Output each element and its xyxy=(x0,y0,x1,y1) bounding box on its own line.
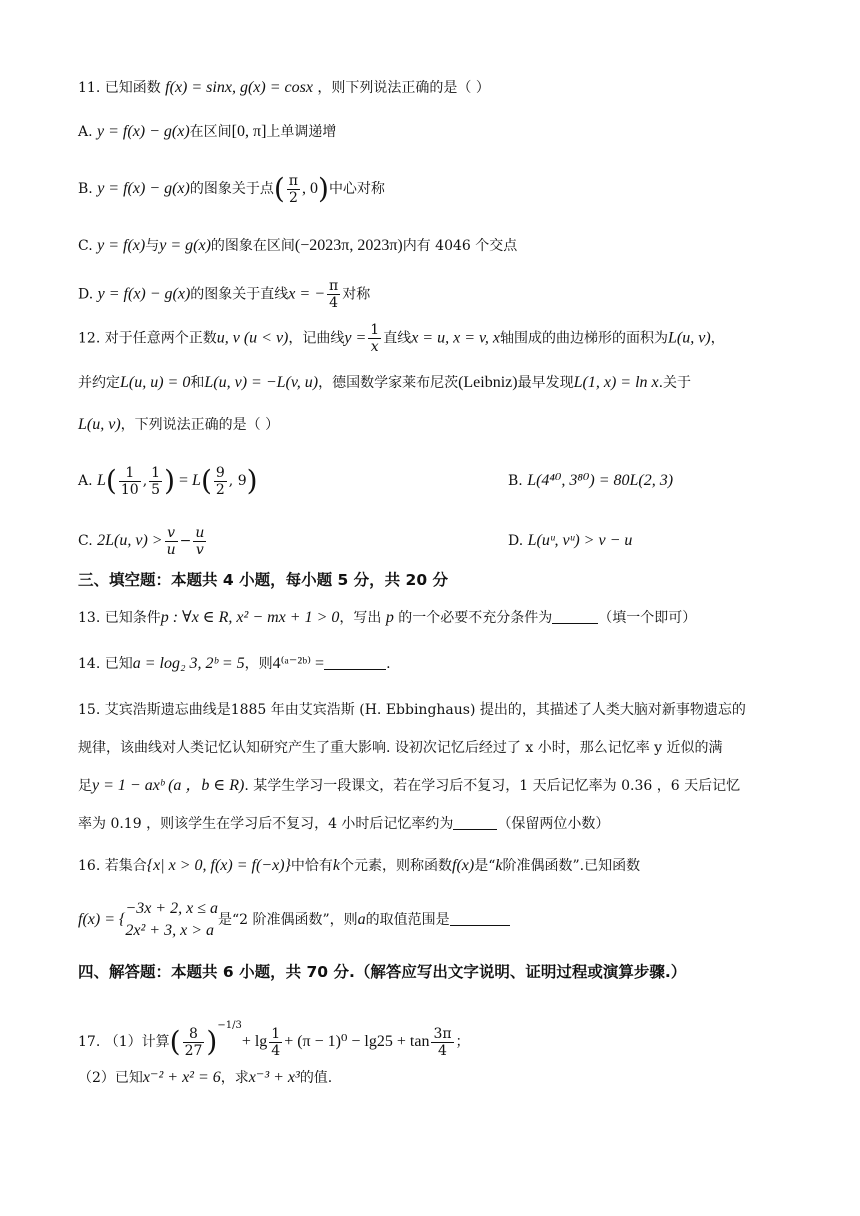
text: ， xyxy=(710,330,725,347)
q14: 14. 已知a = log₂ 3, 2ᵇ = 5，则4⁽ᵃ⁻²ᵇ⁾ = . xyxy=(78,655,391,672)
q12-options-ab: A. L( $\frac{1}{10}$ , $\frac{1}{5}$ ) = L( $\frac{9}{2}$ , 9) B. L(4⁴⁰, 3⁸⁰) = 80L(2, 3) xyxy=(78,462,258,500)
text: 的图象在区间 xyxy=(210,238,295,254)
q11-option-a xyxy=(78,122,336,142)
math: L(4⁴⁰, 3⁸⁰) = 80L(2, 3) xyxy=(527,472,674,489)
math: y = xyxy=(344,329,367,347)
math: L(u, v) xyxy=(78,416,121,433)
text: ，德国数学家莱布尼茨 xyxy=(318,375,459,391)
math: L(1, x) = ln x xyxy=(573,374,659,391)
math: y = f(x) − g(x) xyxy=(97,285,191,303)
math: y = f(x) − g(x) xyxy=(97,123,190,140)
math: L(u, v) xyxy=(668,329,711,347)
fraction: $\frac{1}{x}$ xyxy=(370,322,380,355)
q15-line-1: 15. 艾宾浩斯遗忘曲线是1885 年由艾宾浩斯 (H. Ebbinghaus) 提出的，其描述了人类大脑对新事物遗忘的 xyxy=(78,702,746,718)
text: 与 xyxy=(145,238,160,254)
text: 的图象关于点 xyxy=(189,181,274,197)
math: (−2023π, 2023π) xyxy=(294,237,403,254)
option-label: C. xyxy=(78,533,93,549)
text: ，记曲线 xyxy=(288,330,345,347)
option-label: A. xyxy=(78,124,93,140)
q16-line-2: f(x) = { −3x + 2, x ≤ a 2x² + 3, x > a 是“2 阶准偶函数”，则a的取值范围是 xyxy=(78,898,510,942)
q12-option-b xyxy=(508,462,673,500)
option-label: A. xyxy=(78,473,93,489)
option-label: B. xyxy=(78,181,93,197)
math: y = g(x) xyxy=(159,237,211,254)
q17-part-1: 17. （1）计算( $\frac{8}{27}$ )$^{-1/3}$+ lg $\frac{1}{4}$ + (π − 1)⁰ − lg25 + tan $\frac{3\pi}{4}$ ； xyxy=(78,1020,470,1059)
text: .关于 xyxy=(658,375,692,391)
math: (Leibniz) xyxy=(458,374,518,391)
text: 轴围成的曲边梯形的面积为 xyxy=(500,330,669,347)
section-4-heading: 四、解答题：本题共 6 小题，共 70 分.（解答应写出文字说明、证明过程或演算步骤.） xyxy=(78,963,687,981)
math: [0, π] xyxy=(231,123,267,140)
text: 的图象关于直线 xyxy=(190,286,289,303)
option-label: B. xyxy=(508,473,523,489)
q12-line-2 xyxy=(78,373,691,393)
math: L(u, u) = 0 xyxy=(120,374,191,391)
q12-options-cd: C. 2L(u, v) > $\frac{v}{u}$ − $\frac{u}{v}$ D. L(uᵘ, vᵘ) > v − u xyxy=(78,524,633,558)
section-3-heading: 三、填空题：本题共 4 小题，每小题 5 分，共 20 分 xyxy=(78,571,449,589)
math: u, v (u < v) xyxy=(216,329,289,347)
text: 最早发现 xyxy=(517,375,574,391)
math: f(x) = sinx, g(x) = cosx xyxy=(165,79,313,96)
answer-blank[interactable] xyxy=(324,655,386,670)
answer-blank[interactable] xyxy=(453,815,497,830)
q11-option-c xyxy=(78,236,517,256)
text: ，下列说法正确的是（ ） xyxy=(120,417,280,433)
text: 内有 4046 个交点 xyxy=(402,238,518,254)
math: 2L(u, v) > xyxy=(97,532,163,549)
text: 中心对称 xyxy=(328,181,385,197)
math: , 0 xyxy=(302,180,318,197)
text: ，则下列说法正确的是（ ） xyxy=(317,80,490,96)
answer-blank[interactable] xyxy=(450,911,510,926)
fraction: $\frac{\pi}{2}$ xyxy=(288,172,298,206)
option-label: D. xyxy=(508,533,524,549)
text: 11. 已知函数 xyxy=(78,80,161,96)
math: x = − xyxy=(288,285,325,303)
text: 在区间 xyxy=(189,124,232,140)
option-label: C. xyxy=(78,238,93,254)
math: x = u, x = v, x xyxy=(411,329,501,347)
text: 上单调递增 xyxy=(266,124,337,140)
text: 和 xyxy=(190,375,205,391)
text: 并约定 xyxy=(78,375,120,391)
q12-option-d xyxy=(508,524,632,558)
math: y = f(x) xyxy=(97,237,146,254)
text: 12. 对于任意两个正数 xyxy=(78,330,217,347)
option-label: D. xyxy=(78,286,94,303)
q15-line-2: 规律，该曲线对人类记忆认知研究产生了重大影响. 设初次记忆后经过了 x 小时，那么记忆率 y 近似的满 xyxy=(78,740,723,756)
q16-line-1: 16. 若集合{x| x > 0, f(x) = f(−x)}中恰有k个元素，则称函数f(x)是“k阶准偶函数”.已知函数 xyxy=(78,857,641,874)
q17-part-2: （2）已知x⁻² + x² = 6，求x⁻³ + x³的值. xyxy=(78,1069,333,1086)
q15-line-3: 足y = 1 − axᵇ (a ，b ∈ R). 某学生学习一段课文，若在学习后不复习，1 天后记忆率为 0.36 ，6 天后记忆 xyxy=(78,777,741,794)
answer-blank[interactable] xyxy=(552,609,598,624)
math: y = f(x) − g(x) xyxy=(97,180,190,197)
q11-option-d xyxy=(78,278,370,311)
q15-line-4: 率为 0.19 ，则该学生在学习后不复习，4 小时后记忆率约为 （保留两位小数） xyxy=(78,816,610,832)
math: L(u, v) = −L(v, u) xyxy=(204,374,319,391)
text: 直线 xyxy=(383,330,412,347)
q11-stem xyxy=(78,78,490,98)
q12-line-3 xyxy=(78,415,279,435)
q12-line-1 xyxy=(78,322,725,355)
q11-option-b: B. y = f(x) − g(x)的图象关于点( $\frac{\pi}{2}$ , 0)中心对称 xyxy=(78,172,385,206)
text: 对称 xyxy=(342,286,371,303)
math: L(uᵘ, vᵘ) > v − u xyxy=(527,532,633,549)
q13: 13. 已知条件p : ∀x ∈ R, x² − mx + 1 > 0，写出 p 的一个必要不充分条件为 （填一个即可） xyxy=(78,609,697,626)
fraction: $\frac{\pi}{4}$ xyxy=(329,278,339,311)
